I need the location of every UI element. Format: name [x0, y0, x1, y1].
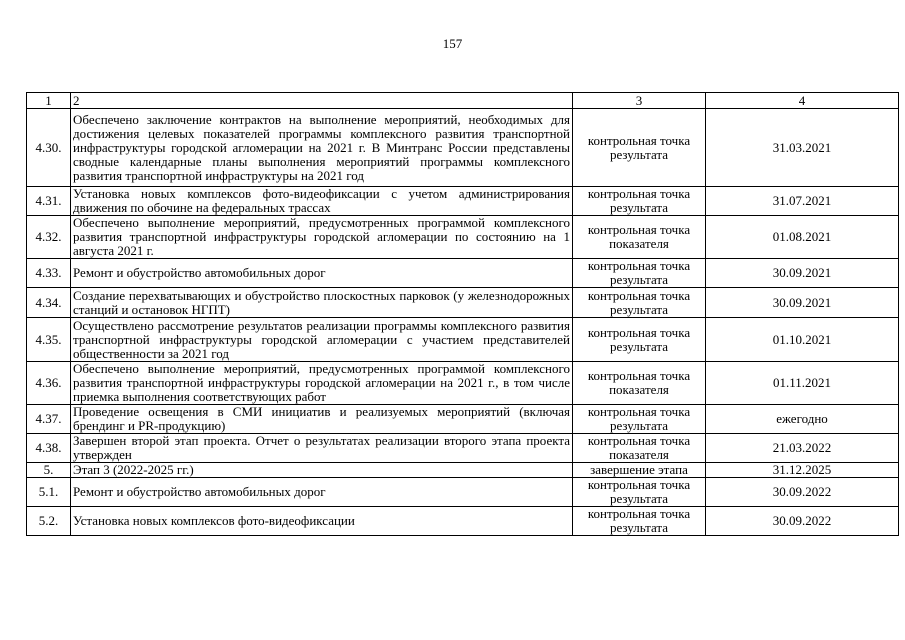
table-row: [27, 507, 899, 536]
row-number: 4.32.: [27, 216, 71, 259]
row-number: 4.35.: [27, 318, 71, 362]
row-number: 4.33.: [27, 259, 71, 288]
row-date: 01.10.2021: [706, 318, 899, 362]
row-number: 5.2.: [27, 507, 71, 536]
table-row: [27, 405, 899, 434]
row-number: 4.36.: [27, 362, 71, 405]
table-header-row: [27, 93, 899, 109]
row-number: 4.31.: [27, 187, 71, 216]
row-description: Ремонт и обустройство автомобильных дорог: [71, 478, 573, 507]
row-checkpoint-type: контрольная точка результата: [573, 109, 706, 187]
row-number: 4.30.: [27, 109, 71, 187]
row-description: Установка новых комплексов фото-видеофиксации с учетом администрирования движения по обочине на федеральных трассах: [71, 187, 573, 216]
row-date: 31.03.2021: [706, 109, 899, 187]
table-row: [27, 478, 899, 507]
page-number: 157: [442, 36, 463, 51]
row-checkpoint-type: контрольная точка результата: [573, 318, 706, 362]
row-date: 30.09.2021: [706, 259, 899, 288]
table-row: [27, 362, 899, 405]
row-checkpoint-type: контрольная точка результата: [573, 288, 706, 318]
header-col-4: 4: [706, 93, 899, 109]
row-date: 01.08.2021: [706, 216, 899, 259]
row-description: Обеспечено выполнение мероприятий, предусмотренных программой комплексного развития транспортной инфраструктуры городской агломерации на 2021 г., в том числе приемка выполнения соответствующих работ: [71, 362, 573, 405]
table-row: [27, 288, 899, 318]
header-col-3: 3: [573, 93, 706, 109]
row-number: 5.1.: [27, 478, 71, 507]
row-description: Обеспечено выполнение мероприятий, предусмотренных программой комплексного развития транспортной инфраструктуры городской агломерации по состоянию на 1 августа 2021 г.: [71, 216, 573, 259]
row-description: Обеспечено заключение контрактов на выполнение мероприятий, необходимых для достижения целевых показателей программы комплексного развития транспортной инфраструктуры городской агломерации на 2021 г. В Минтранс России представлены сводные календарные планы выполнения мероприятий программы комплексного развития транспортной инфраструктуры на 2021 год: [71, 109, 573, 187]
row-date: 30.09.2022: [706, 507, 899, 536]
row-checkpoint-type: контрольная точка результата: [573, 259, 706, 288]
row-checkpoint-type: контрольная точка результата: [573, 405, 706, 434]
row-description: Завершен второй этап проекта. Отчет о результатах реализации второго этапа проекта утвержден: [71, 434, 573, 463]
row-checkpoint-type: контрольная точка результата: [573, 507, 706, 536]
row-description: Этап 3 (2022-2025 гг.): [71, 463, 573, 478]
row-checkpoint-type: контрольная точка показателя: [573, 216, 706, 259]
row-date: 30.09.2022: [706, 478, 899, 507]
table-row: [27, 109, 899, 187]
row-checkpoint-type: контрольная точка результата: [573, 478, 706, 507]
row-checkpoint-type: контрольная точка показателя: [573, 362, 706, 405]
row-date: 30.09.2021: [706, 288, 899, 318]
header-col-1: 1: [27, 93, 71, 109]
row-description: Ремонт и обустройство автомобильных дорог: [71, 259, 573, 288]
row-date: 01.11.2021: [706, 362, 899, 405]
row-date: 31.07.2021: [706, 187, 899, 216]
row-number: 5.: [27, 463, 71, 478]
row-date: ежегодно: [706, 405, 899, 434]
table-row: [27, 259, 899, 288]
row-description: Установка новых комплексов фото-видеофиксации: [71, 507, 573, 536]
row-date: 31.12.2025: [706, 463, 899, 478]
row-number: 4.38.: [27, 434, 71, 463]
row-checkpoint-type: завершение этапа: [573, 463, 706, 478]
table-row: [27, 216, 899, 259]
row-description: Проведение освещения в СМИ инициатив и реализуемых мероприятий (включая брендинг и PR-продукцию): [71, 405, 573, 434]
row-checkpoint-type: контрольная точка показателя: [573, 434, 706, 463]
row-number: 4.37.: [27, 405, 71, 434]
schedule-table: [26, 92, 899, 536]
table-row: [27, 318, 899, 362]
table-row: [27, 187, 899, 216]
table-row: [27, 463, 899, 478]
header-col-2: 2: [71, 93, 573, 109]
row-number: 4.34.: [27, 288, 71, 318]
row-description: Осуществлено рассмотрение результатов реализации программы комплексного развития транспортной инфраструктуры городской агломерации с участием представителей общественности за 2021 год: [71, 318, 573, 362]
row-date: 21.03.2022: [706, 434, 899, 463]
table-row: [27, 434, 899, 463]
row-checkpoint-type: контрольная точка результата: [573, 187, 706, 216]
row-description: Создание перехватывающих и обустройство плоскостных парковок (у железнодорожных станций и остановок НГПТ): [71, 288, 573, 318]
